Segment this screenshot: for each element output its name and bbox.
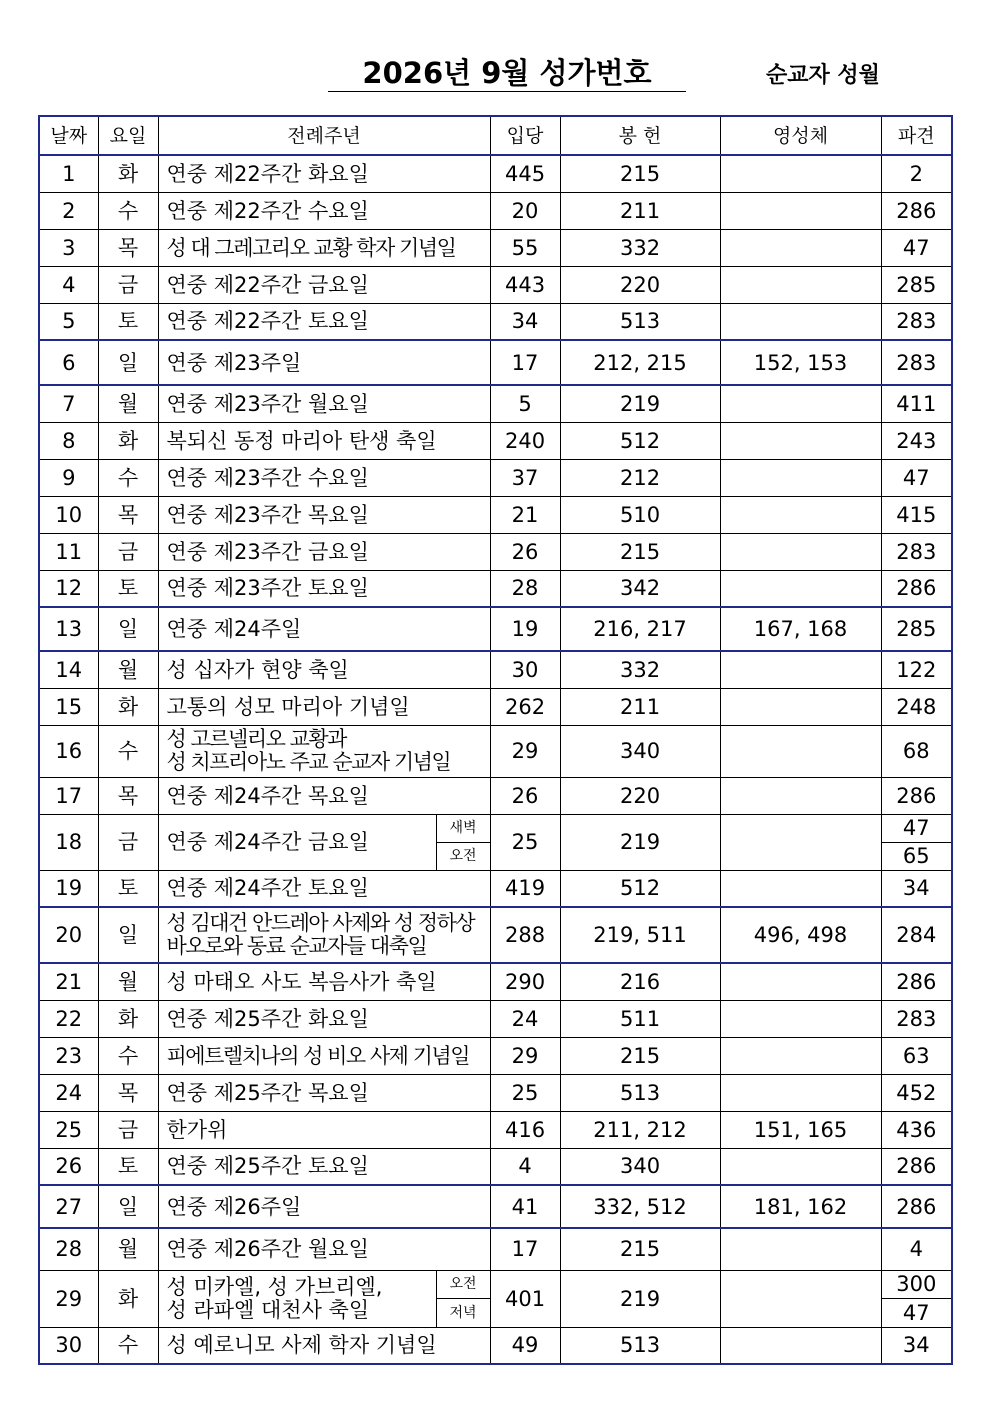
- liturgy-cell: 한가위: [158, 1111, 490, 1148]
- table-row: [39, 1185, 952, 1228]
- table-row: [39, 496, 952, 533]
- communion-cell: 167, 168: [720, 607, 881, 651]
- entrance-cell: 445: [490, 155, 560, 192]
- table-row: [39, 777, 952, 814]
- entrance-cell: 37: [490, 459, 560, 496]
- table-row: [39, 1327, 952, 1364]
- weekday-cell: 화: [98, 1270, 158, 1327]
- weekday-cell: 월: [98, 651, 158, 688]
- offertory-cell: 216: [560, 963, 720, 1000]
- weekday-cell: 일: [98, 907, 158, 963]
- entrance-cell: 25: [490, 1074, 560, 1111]
- offertory-cell: 342: [560, 570, 720, 607]
- entrance-cell: 240: [490, 422, 560, 459]
- offertory-cell: 219: [560, 1270, 720, 1327]
- offertory-cell: 215: [560, 533, 720, 570]
- entrance-cell: 401: [490, 1270, 560, 1327]
- col-header-communion: 영성체: [720, 116, 881, 155]
- date-cell: 19: [39, 870, 98, 907]
- communion-cell: [720, 192, 881, 229]
- liturgy-cell: 연중 제23주간 수요일: [158, 459, 490, 496]
- entrance-cell: 29: [490, 1037, 560, 1074]
- communion-cell: [720, 777, 881, 814]
- col-header-date: 날짜: [39, 116, 98, 155]
- date-cell: 26: [39, 1148, 98, 1185]
- offertory-cell: 340: [560, 725, 720, 777]
- dismissal-cell: 300: [881, 1270, 952, 1299]
- entrance-cell: 49: [490, 1327, 560, 1364]
- table-row: [39, 155, 952, 192]
- liturgy-line: 성 치프리아노 주교 순교자 기념일: [166, 750, 451, 774]
- table-row: [39, 266, 952, 303]
- dismissal-cell: 286: [881, 570, 952, 607]
- title-underline: [328, 91, 686, 92]
- weekday-cell: 화: [98, 155, 158, 192]
- liturgy-cell: 연중 제23주간 월요일: [158, 385, 490, 422]
- weekday-cell: 월: [98, 385, 158, 422]
- communion-cell: [720, 533, 881, 570]
- offertory-cell: 510: [560, 496, 720, 533]
- communion-cell: [720, 496, 881, 533]
- mass-time-label: 오전: [436, 842, 490, 870]
- weekday-cell: 월: [98, 963, 158, 1000]
- weekday-cell: 금: [98, 533, 158, 570]
- hymn-schedule-table: [38, 115, 953, 1365]
- liturgy-cell: 연중 제22주간 수요일: [158, 192, 490, 229]
- dismissal-cell: 286: [881, 777, 952, 814]
- offertory-cell: 219, 511: [560, 907, 720, 963]
- dismissal-cell: 286: [881, 192, 952, 229]
- liturgy-cell: 연중 제22주간 토요일: [158, 303, 490, 340]
- entrance-cell: 26: [490, 777, 560, 814]
- date-cell: 22: [39, 1000, 98, 1037]
- liturgy-cell: [158, 725, 490, 777]
- weekday-cell: 목: [98, 777, 158, 814]
- communion-cell: [720, 963, 881, 1000]
- weekday-cell: 금: [98, 1111, 158, 1148]
- weekday-cell: 수: [98, 725, 158, 777]
- entrance-cell: 419: [490, 870, 560, 907]
- page-title: 2026년 9월 성가번호: [362, 56, 652, 90]
- offertory-cell: 211: [560, 688, 720, 725]
- dismissal-cell: 283: [881, 1000, 952, 1037]
- weekday-cell: 일: [98, 607, 158, 651]
- communion-cell: [720, 422, 881, 459]
- dismissal-cell: 47: [881, 229, 952, 266]
- offertory-cell: 511: [560, 1000, 720, 1037]
- offertory-cell: 215: [560, 155, 720, 192]
- weekday-cell: 수: [98, 1327, 158, 1364]
- weekday-cell: 화: [98, 688, 158, 725]
- liturgy-line: 성 고르넬리오 교황과: [166, 727, 346, 751]
- offertory-cell: 220: [560, 777, 720, 814]
- mass-time-label: 저녁: [436, 1299, 490, 1328]
- weekday-cell: 토: [98, 870, 158, 907]
- liturgy-cell: 연중 제26주간 월요일: [158, 1228, 490, 1270]
- date-cell: 25: [39, 1111, 98, 1148]
- offertory-cell: 211, 212: [560, 1111, 720, 1148]
- liturgy-cell: 연중 제25주간 화요일: [158, 1000, 490, 1037]
- table-row: [39, 192, 952, 229]
- liturgy-cell: 연중 제24주간 금요일: [158, 814, 436, 870]
- liturgy-cell: 성 마태오 사도 복음사가 축일: [158, 963, 490, 1000]
- liturgy-cell: 성 대 그레고리오 교황 학자 기념일: [158, 229, 490, 266]
- offertory-cell: 332: [560, 229, 720, 266]
- table-row: [39, 303, 952, 340]
- communion-cell: [720, 725, 881, 777]
- table-row: [39, 459, 952, 496]
- liturgy-cell: [158, 907, 490, 963]
- weekday-cell: 목: [98, 229, 158, 266]
- offertory-cell: 216, 217: [560, 607, 720, 651]
- dismissal-cell: 2: [881, 155, 952, 192]
- table-row: [39, 533, 952, 570]
- table-row: [39, 422, 952, 459]
- communion-cell: [720, 385, 881, 422]
- liturgy-cell: 연중 제22주간 금요일: [158, 266, 490, 303]
- date-cell: 14: [39, 651, 98, 688]
- communion-cell: [720, 266, 881, 303]
- liturgy-cell: 성 예로니모 사제 학자 기념일: [158, 1327, 490, 1364]
- offertory-cell: 219: [560, 814, 720, 870]
- liturgy-cell: 연중 제23주일: [158, 340, 490, 385]
- weekday-cell: 화: [98, 422, 158, 459]
- dismissal-cell: 63: [881, 1037, 952, 1074]
- liturgy-cell: 연중 제23주간 토요일: [158, 570, 490, 607]
- dismissal-cell: 283: [881, 340, 952, 385]
- communion-cell: 152, 153: [720, 340, 881, 385]
- weekday-cell: 수: [98, 1037, 158, 1074]
- weekday-cell: 금: [98, 814, 158, 870]
- entrance-cell: 290: [490, 963, 560, 1000]
- liturgy-cell: 연중 제23주간 금요일: [158, 533, 490, 570]
- weekday-cell: 목: [98, 1074, 158, 1111]
- date-cell: 4: [39, 266, 98, 303]
- weekday-cell: 토: [98, 303, 158, 340]
- entrance-cell: 262: [490, 688, 560, 725]
- table-row: [39, 1037, 952, 1074]
- liturgy-cell: 연중 제25주간 목요일: [158, 1074, 490, 1111]
- offertory-cell: 215: [560, 1228, 720, 1270]
- table-row: [39, 570, 952, 607]
- dismissal-cell: 284: [881, 907, 952, 963]
- table-row: [39, 1270, 952, 1299]
- dismissal-cell: 248: [881, 688, 952, 725]
- table-row: [39, 1111, 952, 1148]
- dismissal-cell: 283: [881, 533, 952, 570]
- liturgy-cell: [158, 1270, 436, 1327]
- dismissal-cell: 411: [881, 385, 952, 422]
- entrance-cell: 17: [490, 1228, 560, 1270]
- dismissal-cell: 286: [881, 1185, 952, 1228]
- liturgy-cell: 연중 제22주간 화요일: [158, 155, 490, 192]
- entrance-cell: 21: [490, 496, 560, 533]
- entrance-cell: 30: [490, 651, 560, 688]
- table-row: [39, 688, 952, 725]
- communion-cell: [720, 688, 881, 725]
- communion-cell: [720, 1270, 881, 1327]
- date-cell: 10: [39, 496, 98, 533]
- communion-cell: [720, 651, 881, 688]
- dismissal-cell: 283: [881, 303, 952, 340]
- date-cell: 13: [39, 607, 98, 651]
- liturgy-cell: 연중 제24주간 목요일: [158, 777, 490, 814]
- entrance-cell: 29: [490, 725, 560, 777]
- liturgy-line: 성 라파엘 대천사 축일: [166, 1297, 370, 1322]
- dismissal-cell: 415: [881, 496, 952, 533]
- table-row: [39, 870, 952, 907]
- table-row: [39, 1000, 952, 1037]
- col-header-dismissal: 파견: [881, 116, 952, 155]
- entrance-cell: 26: [490, 533, 560, 570]
- table-row: [39, 1148, 952, 1185]
- dismissal-cell: 285: [881, 607, 952, 651]
- table-row: [39, 907, 952, 963]
- date-cell: 27: [39, 1185, 98, 1228]
- weekday-cell: 일: [98, 340, 158, 385]
- date-cell: 29: [39, 1270, 98, 1327]
- date-cell: 21: [39, 963, 98, 1000]
- entrance-cell: 25: [490, 814, 560, 870]
- date-cell: 6: [39, 340, 98, 385]
- table-row: [39, 1074, 952, 1111]
- weekday-cell: 목: [98, 496, 158, 533]
- entrance-cell: 443: [490, 266, 560, 303]
- table-row: [39, 385, 952, 422]
- mass-time-label: 오전: [436, 1270, 490, 1299]
- offertory-cell: 220: [560, 266, 720, 303]
- table-row: [39, 607, 952, 651]
- communion-cell: [720, 870, 881, 907]
- table-header-row: [39, 116, 952, 155]
- entrance-cell: 416: [490, 1111, 560, 1148]
- table-row: [39, 725, 952, 777]
- offertory-cell: 340: [560, 1148, 720, 1185]
- col-header-entrance: 입당: [490, 116, 560, 155]
- dismissal-cell: 47: [881, 459, 952, 496]
- offertory-cell: 212, 215: [560, 340, 720, 385]
- weekday-cell: 화: [98, 1000, 158, 1037]
- date-cell: 3: [39, 229, 98, 266]
- date-cell: 30: [39, 1327, 98, 1364]
- table-row: [39, 340, 952, 385]
- dismissal-cell: 65: [881, 842, 952, 870]
- col-header-weekday: 요일: [98, 116, 158, 155]
- dismissal-cell: 452: [881, 1074, 952, 1111]
- liturgy-cell: 연중 제25주간 토요일: [158, 1148, 490, 1185]
- date-cell: 12: [39, 570, 98, 607]
- liturgy-line: 성 김대건 안드레아 사제와 성 정하상: [166, 911, 475, 935]
- date-cell: 7: [39, 385, 98, 422]
- liturgy-cell: 복되신 동정 마리아 탄생 축일: [158, 422, 490, 459]
- communion-cell: [720, 1327, 881, 1364]
- entrance-cell: 24: [490, 1000, 560, 1037]
- offertory-cell: 512: [560, 422, 720, 459]
- offertory-cell: 332, 512: [560, 1185, 720, 1228]
- liturgy-cell: 성 십자가 현양 축일: [158, 651, 490, 688]
- offertory-cell: 513: [560, 303, 720, 340]
- communion-cell: 151, 165: [720, 1111, 881, 1148]
- entrance-cell: 288: [490, 907, 560, 963]
- communion-cell: [720, 1074, 881, 1111]
- date-cell: 28: [39, 1228, 98, 1270]
- communion-cell: [720, 1148, 881, 1185]
- table-row: [39, 651, 952, 688]
- entrance-cell: 34: [490, 303, 560, 340]
- weekday-cell: 토: [98, 570, 158, 607]
- communion-cell: [720, 1000, 881, 1037]
- communion-cell: [720, 814, 881, 870]
- date-cell: 16: [39, 725, 98, 777]
- table-row: [39, 963, 952, 1000]
- weekday-cell: 수: [98, 459, 158, 496]
- offertory-cell: 513: [560, 1074, 720, 1111]
- communion-cell: [720, 1037, 881, 1074]
- weekday-cell: 수: [98, 192, 158, 229]
- date-cell: 15: [39, 688, 98, 725]
- entrance-cell: 5: [490, 385, 560, 422]
- communion-cell: [720, 1228, 881, 1270]
- dismissal-cell: 243: [881, 422, 952, 459]
- col-header-liturgy: 전례주년: [158, 116, 490, 155]
- communion-cell: [720, 303, 881, 340]
- offertory-cell: 215: [560, 1037, 720, 1074]
- weekday-cell: 토: [98, 1148, 158, 1185]
- dismissal-cell: 4: [881, 1228, 952, 1270]
- col-header-offertory: 봉 헌: [560, 116, 720, 155]
- dismissal-cell: 436: [881, 1111, 952, 1148]
- entrance-cell: 41: [490, 1185, 560, 1228]
- date-cell: 2: [39, 192, 98, 229]
- communion-cell: [720, 570, 881, 607]
- dismissal-cell: 285: [881, 266, 952, 303]
- dismissal-cell: 122: [881, 651, 952, 688]
- date-cell: 23: [39, 1037, 98, 1074]
- table-row: [39, 1228, 952, 1270]
- liturgy-line: 바오로와 동료 순교자들 대축일: [166, 934, 427, 958]
- liturgy-cell: 연중 제24주일: [158, 607, 490, 651]
- date-cell: 1: [39, 155, 98, 192]
- dismissal-cell: 68: [881, 725, 952, 777]
- liturgy-line: 성 미카엘, 성 가브리엘,: [166, 1274, 383, 1299]
- weekday-cell: 일: [98, 1185, 158, 1228]
- liturgy-cell: 연중 제23주간 목요일: [158, 496, 490, 533]
- date-cell: 11: [39, 533, 98, 570]
- dismissal-cell: 286: [881, 1148, 952, 1185]
- communion-cell: 181, 162: [720, 1185, 881, 1228]
- weekday-cell: 월: [98, 1228, 158, 1270]
- date-cell: 24: [39, 1074, 98, 1111]
- offertory-cell: 211: [560, 192, 720, 229]
- weekday-cell: 금: [98, 266, 158, 303]
- communion-cell: 496, 498: [720, 907, 881, 963]
- liturgy-cell: 피에트렐치나의 성 비오 사제 기념일: [158, 1037, 490, 1074]
- entrance-cell: 28: [490, 570, 560, 607]
- date-cell: 9: [39, 459, 98, 496]
- offertory-cell: 513: [560, 1327, 720, 1364]
- mass-time-label: 새벽: [436, 814, 490, 842]
- entrance-cell: 4: [490, 1148, 560, 1185]
- liturgy-cell: 고통의 성모 마리아 기념일: [158, 688, 490, 725]
- liturgy-cell: 연중 제24주간 토요일: [158, 870, 490, 907]
- entrance-cell: 55: [490, 229, 560, 266]
- communion-cell: [720, 155, 881, 192]
- page-subtitle: 순교자 성월: [766, 63, 880, 88]
- communion-cell: [720, 459, 881, 496]
- table-row: [39, 229, 952, 266]
- offertory-cell: 212: [560, 459, 720, 496]
- table-row: [39, 814, 952, 842]
- dismissal-cell: 47: [881, 1299, 952, 1328]
- offertory-cell: 332: [560, 651, 720, 688]
- dismissal-cell: 286: [881, 963, 952, 1000]
- date-cell: 20: [39, 907, 98, 963]
- entrance-cell: 17: [490, 340, 560, 385]
- date-cell: 5: [39, 303, 98, 340]
- communion-cell: [720, 229, 881, 266]
- date-cell: 18: [39, 814, 98, 870]
- date-cell: 17: [39, 777, 98, 814]
- entrance-cell: 20: [490, 192, 560, 229]
- offertory-cell: 512: [560, 870, 720, 907]
- entrance-cell: 19: [490, 607, 560, 651]
- dismissal-cell: 34: [881, 1327, 952, 1364]
- dismissal-cell: 34: [881, 870, 952, 907]
- offertory-cell: 219: [560, 385, 720, 422]
- dismissal-cell: 47: [881, 814, 952, 842]
- table-body: [39, 155, 952, 1364]
- date-cell: 8: [39, 422, 98, 459]
- liturgy-cell: 연중 제26주일: [158, 1185, 490, 1228]
